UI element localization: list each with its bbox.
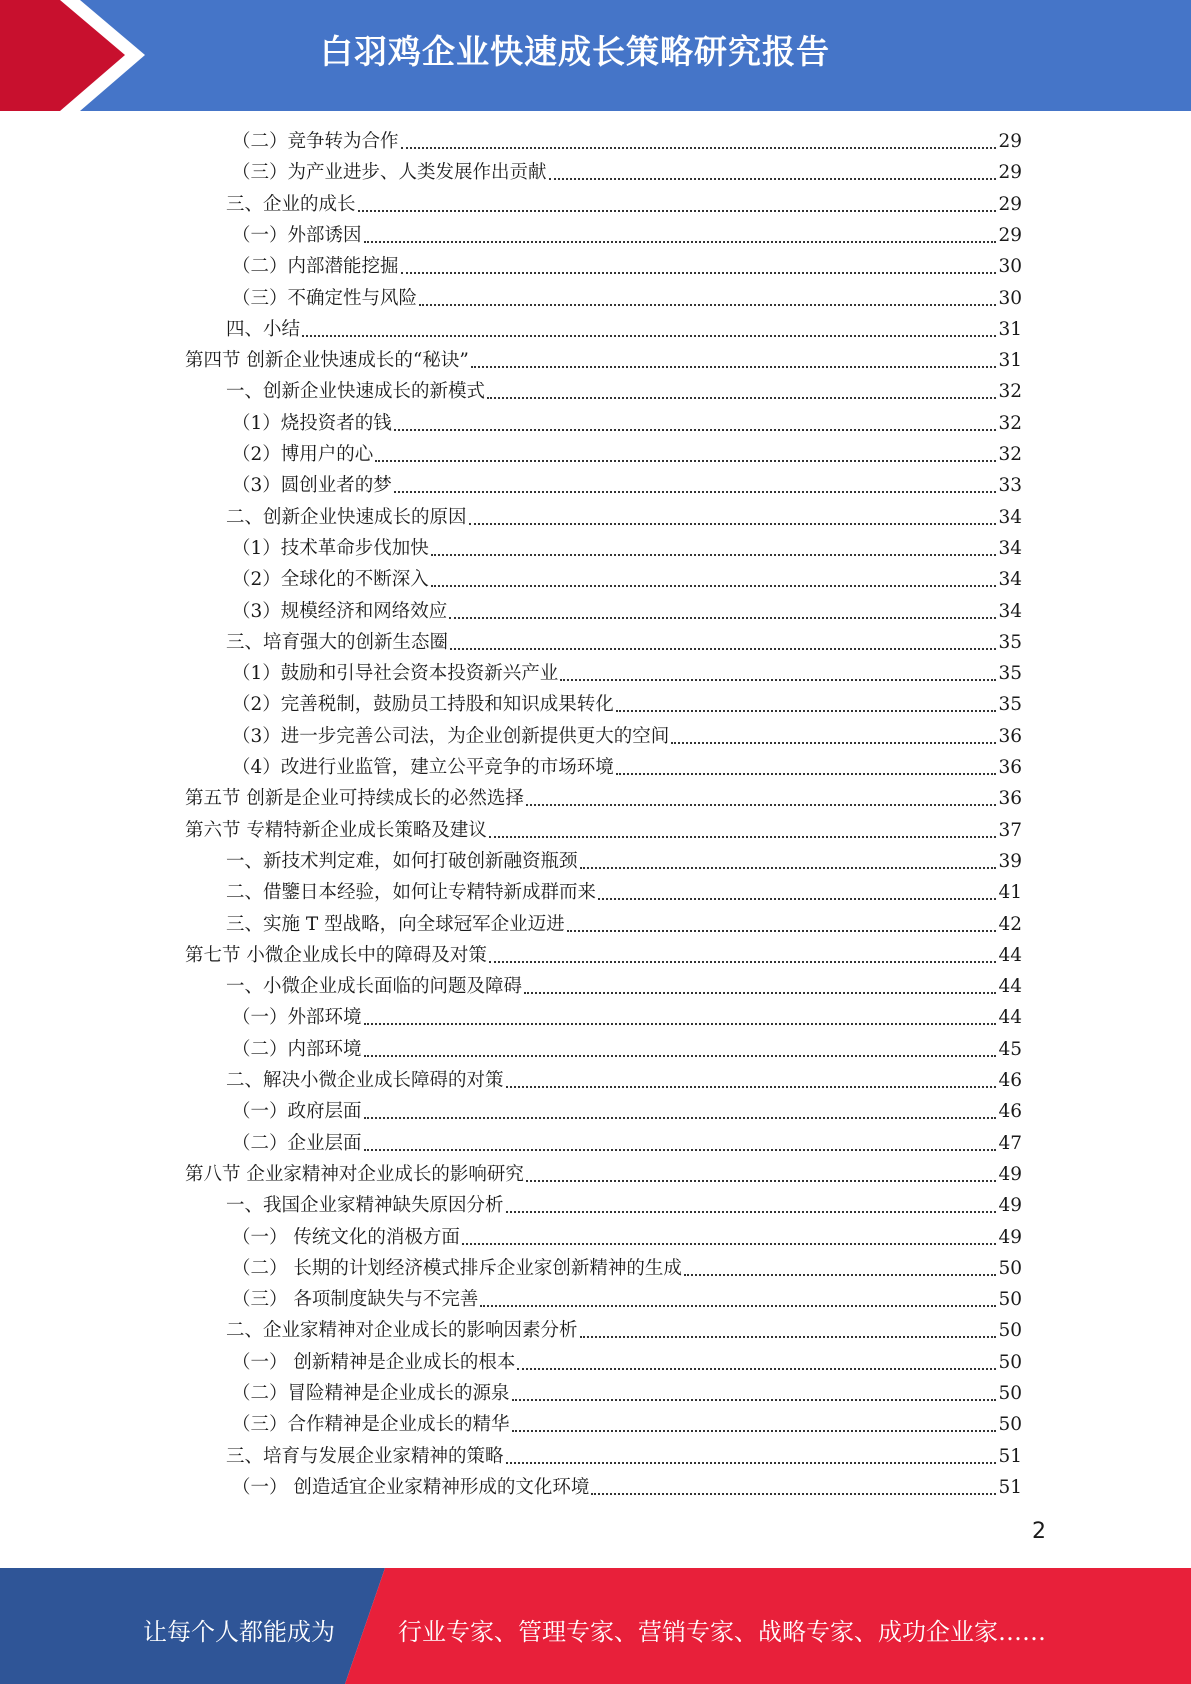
toc-entry-page: 50	[998, 1289, 1022, 1311]
toc-entry[interactable]	[232, 1348, 1022, 1378]
toc-entry-page: 36	[998, 725, 1022, 747]
toc-entry-page: 49	[998, 1195, 1022, 1217]
toc-entry[interactable]	[232, 1473, 1022, 1503]
toc-dot-leader	[517, 1348, 998, 1378]
toc-entry-page: 41	[998, 882, 1022, 904]
toc-dot-leader	[358, 190, 999, 220]
toc-dot-leader	[489, 941, 999, 971]
toc-entry-page: 45	[998, 1038, 1022, 1060]
toc-dot-leader	[489, 816, 999, 846]
toc-entry[interactable]	[185, 346, 1022, 376]
toc-entry[interactable]	[226, 1191, 1022, 1221]
toc-dot-leader	[462, 1223, 999, 1253]
toc-dot-leader	[487, 377, 998, 407]
toc-entry-label: （三） 各项制度缺失与不完善	[232, 1289, 479, 1311]
toc-dot-leader	[526, 784, 999, 814]
toc-entry-label: （4）改进行业监管，建立公平竞争的市场环境	[232, 757, 614, 778]
toc-entry-label: （2）全球化的不断深入	[232, 569, 429, 591]
toc-entry-label: 三、培育与发展企业家精神的策略	[226, 1445, 504, 1467]
toc-entry-label: （1）烧投资者的钱	[232, 412, 392, 434]
toc-entry[interactable]	[226, 847, 1022, 877]
toc-dot-leader	[567, 910, 999, 940]
toc-entry-page: 47	[998, 1132, 1022, 1154]
toc-entry-page: 32	[998, 444, 1022, 465]
toc-entry-label: 第六节 专精特新企业成长策略及建议	[185, 819, 487, 841]
toc-entry-page: 46	[998, 1101, 1022, 1123]
toc-entry[interactable]	[232, 252, 1022, 282]
toc-entry-page: 31	[998, 350, 1022, 372]
toc-entry-page: 46	[998, 1070, 1022, 1091]
toc-entry-page: 31	[998, 318, 1022, 340]
toc-entry[interactable]	[232, 440, 1022, 470]
toc-entry-label: 一、我国企业家精神缺失原因分析	[226, 1195, 504, 1217]
toc-dot-leader	[526, 1160, 999, 1190]
toc-entry-page: 29	[998, 224, 1022, 246]
toc-entry-page: 32	[998, 412, 1022, 434]
toc-dot-leader	[401, 127, 999, 157]
toc-entry[interactable]	[232, 597, 1022, 627]
toc-entry[interactable]	[232, 1035, 1022, 1065]
toc-entry-label: （一）政府层面	[232, 1101, 362, 1123]
toc-entry[interactable]	[232, 1410, 1022, 1440]
toc-entry-page: 30	[998, 287, 1022, 309]
toc-entry[interactable]	[232, 722, 1022, 752]
toc-entry-page: 32	[998, 381, 1022, 403]
toc-entry-page: 34	[998, 537, 1022, 559]
toc-dot-leader	[450, 628, 998, 658]
toc-entry-label: 三、实施 T 型战略，向全球冠军企业迈进	[226, 913, 565, 935]
toc-entry-label: 二、借鑒日本经验，如何让专精特新成群而来	[226, 882, 597, 904]
toc-dot-leader	[375, 440, 998, 470]
toc-entry-page: 35	[998, 631, 1022, 653]
toc-entry-label: （2）博用户的心	[232, 444, 374, 465]
toc-entry-label: （一） 传统文化的消极方面	[232, 1226, 460, 1248]
toc-entry-label: 一、小微企业成长面临的问题及障碍	[226, 976, 523, 998]
toc-entry[interactable]	[232, 1003, 1022, 1033]
toc-dot-leader	[394, 471, 999, 501]
document-title: 白羽鸡企业快速成长策略研究报告	[320, 32, 830, 71]
toc-dot-leader	[512, 1379, 999, 1409]
toc-dot-leader	[480, 1285, 998, 1315]
toc-entry-label: （2）完善税制，鼓励员工持股和知识成果转化	[232, 694, 614, 716]
toc-entry-label: 二、解决小微企业成长障碍的对策	[226, 1070, 504, 1091]
toc-entry-label: （二）企业层面	[232, 1132, 362, 1154]
toc-entry-label: （三）合作精神是企业成长的精华	[232, 1414, 510, 1436]
toc-entry[interactable]	[232, 158, 1022, 188]
toc-entry[interactable]	[232, 690, 1022, 720]
toc-entry-page: 44	[998, 976, 1022, 998]
toc-dot-leader	[684, 1254, 999, 1284]
toc-entry-page: 35	[998, 694, 1022, 716]
toc-entry[interactable]	[226, 910, 1022, 940]
toc-entry[interactable]	[226, 190, 1022, 220]
toc-entry[interactable]	[232, 471, 1022, 501]
toc-entry-page: 50	[998, 1351, 1022, 1373]
toc-entry-label: （二）竞争转为合作	[232, 131, 399, 152]
toc-entry-label: 二、企业家精神对企业成长的影响因素分析	[226, 1320, 578, 1342]
toc-entry-page: 50	[998, 1257, 1022, 1279]
toc-entry-page: 37	[998, 819, 1022, 841]
toc-dot-leader	[512, 1410, 999, 1440]
toc-entry-label: 第五节 创新是企业可持续成长的必然选择	[185, 788, 524, 810]
toc-entry-page: 35	[998, 663, 1022, 685]
toc-entry-page: 51	[998, 1476, 1022, 1498]
toc-entry[interactable]	[232, 1097, 1022, 1127]
toc-entry-label: 二、创新企业快速成长的原因	[226, 506, 467, 528]
toc-entry[interactable]	[232, 565, 1022, 595]
toc-entry[interactable]	[185, 784, 1022, 814]
toc-dot-leader	[580, 1316, 999, 1346]
toc-entry[interactable]	[232, 1254, 1022, 1284]
toc-dot-leader	[524, 972, 998, 1002]
toc-dot-leader	[449, 597, 998, 627]
toc-entry-label: （3）圆创业者的梦	[232, 475, 392, 497]
footer-slogan-right: 行业专家、管理专家、营销专家、战略专家、成功企业家……	[398, 1618, 1046, 1646]
toc-entry-page: 36	[998, 788, 1022, 810]
toc-dot-leader	[419, 284, 998, 314]
toc-dot-leader	[580, 847, 999, 877]
toc-entry-page: 44	[998, 1007, 1022, 1029]
toc-dot-leader	[471, 346, 999, 376]
toc-entry-label: （三）为产业进步、人类发展作出贡献	[232, 162, 547, 184]
toc-dot-leader	[591, 1473, 998, 1503]
toc-dot-leader	[560, 659, 998, 689]
toc-entry[interactable]	[232, 127, 1022, 157]
toc-entry-label: （二）内部潜能挖掘	[232, 256, 399, 278]
toc-entry[interactable]	[232, 1223, 1022, 1253]
toc-entry-label: （一）外部诱因	[232, 224, 362, 246]
toc-dot-leader	[506, 1066, 999, 1096]
toc-dot-leader	[431, 565, 999, 595]
toc-dot-leader	[506, 1191, 999, 1221]
toc-entry-label: （二） 长期的计划经济模式排斥企业家创新精神的生成	[232, 1257, 682, 1279]
toc-dot-leader	[394, 409, 999, 439]
toc-entry-label: 第七节 小微企业成长中的障碍及对策	[185, 944, 487, 966]
toc-entry-label: 一、新技术判定难，如何打破创新融资瓶颈	[226, 850, 578, 872]
toc-entry[interactable]	[226, 503, 1022, 533]
toc-entry-label: （二）冒险精神是企业成长的源泉	[232, 1383, 510, 1404]
toc-entry[interactable]	[226, 878, 1022, 908]
toc-entry[interactable]	[226, 1066, 1022, 1096]
toc-entry-label: （3）进一步完善公司法，为企业创新提供更大的空间	[232, 725, 670, 747]
toc-dot-leader	[671, 722, 998, 752]
toc-entry[interactable]	[232, 659, 1022, 689]
toc-entry-page: 49	[998, 1226, 1022, 1248]
toc-dot-leader	[364, 1097, 999, 1127]
toc-entry-page: 33	[998, 475, 1022, 497]
toc-entry[interactable]	[232, 221, 1022, 251]
toc-entry-label: （1）技术革命步伐加快	[232, 537, 429, 559]
toc-entry-page: 30	[998, 256, 1022, 278]
toc-entry-page: 39	[998, 850, 1022, 872]
footer-slogan-left: 让每个人都能成为	[143, 1618, 335, 1646]
toc-dot-leader	[598, 878, 998, 908]
page-footer	[0, 1568, 1191, 1684]
toc-entry-page: 51	[998, 1445, 1022, 1467]
toc-entry-page: 34	[998, 506, 1022, 528]
toc-entry-page: 29	[998, 193, 1022, 215]
toc-entry-label: （1）鼓励和引导社会资本投资新兴产业	[232, 663, 559, 685]
toc-entry-page: 50	[998, 1383, 1022, 1404]
toc-entry[interactable]	[226, 1442, 1022, 1472]
toc-entry-page: 49	[998, 1163, 1022, 1185]
toc-dot-leader	[616, 690, 999, 720]
page-number: 2	[1032, 1519, 1046, 1544]
toc-entry[interactable]	[185, 816, 1022, 846]
toc-dot-leader	[401, 252, 999, 282]
toc-dot-leader	[364, 1003, 999, 1033]
page-header	[0, 0, 1191, 111]
toc-entry[interactable]	[232, 1129, 1022, 1159]
toc-entry[interactable]	[226, 377, 1022, 407]
toc-entry[interactable]	[232, 753, 1022, 783]
toc-entry-page: 36	[998, 757, 1022, 778]
toc-dot-leader	[549, 158, 999, 188]
toc-entry-label: 第四节 创新企业快速成长的“秘诀”	[185, 350, 469, 372]
toc-entry[interactable]	[232, 1379, 1022, 1409]
toc-entry[interactable]	[185, 941, 1022, 971]
toc-entry[interactable]	[232, 534, 1022, 564]
toc-entry-label: 四、小结	[226, 318, 301, 340]
toc-entry-label: 一、创新企业快速成长的新模式	[226, 381, 486, 403]
toc-entry[interactable]	[232, 284, 1022, 314]
toc-entry-page: 42	[998, 913, 1022, 935]
toc-entry-page: 50	[998, 1320, 1022, 1342]
toc-entry-label: （一） 创造适宜企业家精神形成的文化环境	[232, 1476, 590, 1498]
toc-entry-label: （三）不确定性与风险	[232, 287, 418, 309]
toc-entry-page: 44	[998, 944, 1022, 966]
toc-entry[interactable]	[226, 972, 1022, 1002]
toc-dot-leader	[364, 221, 999, 251]
toc-entry-page: 34	[998, 600, 1022, 622]
toc-entry[interactable]	[226, 315, 1022, 345]
toc-entry-page: 50	[998, 1414, 1022, 1436]
toc-entry-page: 29	[998, 162, 1022, 184]
toc-entry-page: 29	[998, 131, 1022, 152]
toc-entry[interactable]	[232, 1285, 1022, 1315]
toc-entry-label: （一）外部环境	[232, 1007, 362, 1029]
toc-entry-label: 三、企业的成长	[226, 193, 356, 215]
toc-entry-label: （二）内部环境	[232, 1038, 362, 1060]
toc-entry-page: 34	[998, 569, 1022, 591]
toc-entry-label: （一） 创新精神是企业成长的根本	[232, 1351, 516, 1373]
toc-dot-leader	[616, 753, 999, 783]
toc-dot-leader	[506, 1442, 999, 1472]
toc-entry[interactable]	[226, 628, 1022, 658]
toc-dot-leader	[302, 315, 998, 345]
toc-entry-label: 第八节 企业家精神对企业成长的影响研究	[185, 1163, 524, 1185]
toc-dot-leader	[364, 1129, 999, 1159]
toc-entry-label: 三、培育强大的创新生态圈	[226, 631, 449, 653]
toc-entry[interactable]	[226, 1316, 1022, 1346]
toc-entry[interactable]	[232, 409, 1022, 439]
toc-entry[interactable]	[185, 1160, 1022, 1190]
toc-dot-leader	[431, 534, 999, 564]
toc-dot-leader	[364, 1035, 999, 1065]
toc-entry-label: （3）规模经济和网络效应	[232, 600, 448, 622]
toc-dot-leader	[469, 503, 999, 533]
